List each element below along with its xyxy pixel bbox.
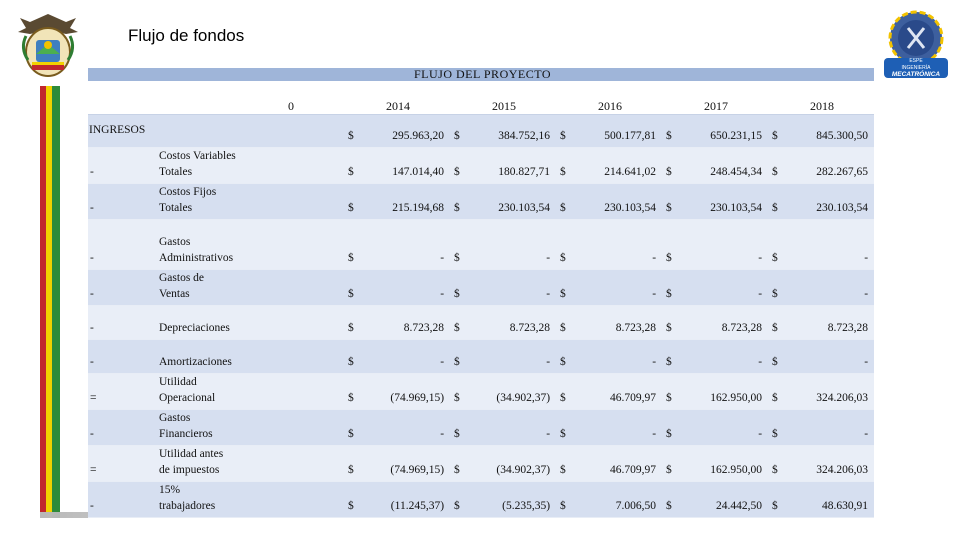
value-cell: - [576,219,662,269]
currency-symbol: $ [450,219,470,269]
value-cell: 8.723,28 [576,305,662,339]
currency-symbol: $ [556,373,576,409]
currency-symbol: $ [344,339,364,373]
currency-symbol: $ [450,445,470,481]
row-sign: - [88,219,158,269]
value-cell: - [576,409,662,445]
cash-flow-grid [88,115,874,518]
currency-symbol: $ [662,219,682,269]
currency-symbol: $ [768,409,788,445]
currency-symbol: $ [344,269,364,305]
row-label: Amortizaciones [158,339,238,373]
value-cell: - [788,339,874,373]
badge-line2: INGENIERÍA [901,65,931,71]
value-cell: 230.103,54 [788,183,874,219]
row-sign: = [88,445,158,481]
value-cell: - [470,409,556,445]
value-cell: (34.902,37) [470,373,556,409]
row-sign: - [88,147,158,183]
table-row [88,305,874,339]
year-0-cell [238,219,344,269]
value-cell: 8.723,28 [470,305,556,339]
currency-symbol: $ [556,269,576,305]
espe-mecatronica-badge-icon [880,6,952,82]
value-cell: 214.641,02 [576,147,662,183]
value-cell: - [788,269,874,305]
table-row [88,373,874,409]
row-label: Utilidad Operacional [158,373,238,409]
row-label: Depreciaciones [158,305,238,339]
currency-symbol: $ [344,183,364,219]
table-caption: FLUJO DEL PROYECTO [414,67,552,81]
value-cell: - [682,409,768,445]
value-cell: 8.723,28 [788,305,874,339]
row-label: INGRESOS [88,115,344,147]
value-cell: - [470,339,556,373]
value-cell: 7.006,50 [576,481,662,517]
value-cell: 46.709,97 [576,445,662,481]
year-header: 2015 [492,99,516,113]
value-cell: - [470,219,556,269]
university-crest-icon [10,8,86,80]
currency-symbol: $ [662,147,682,183]
year-0-cell [238,147,344,183]
table-row [88,269,874,305]
value-cell: - [470,269,556,305]
currency-symbol: $ [344,373,364,409]
currency-symbol: $ [662,373,682,409]
currency-symbol: $ [768,219,788,269]
currency-symbol: $ [556,115,576,147]
value-cell: 8.723,28 [364,305,450,339]
row-sign: - [88,339,158,373]
value-cell: (34.902,37) [470,445,556,481]
value-cell: 384.752,16 [470,115,556,147]
year-0-cell [238,373,344,409]
row-label: Costos Variables Totales [158,147,238,183]
table-row [88,339,874,373]
currency-symbol: $ [768,115,788,147]
value-cell: - [682,219,768,269]
currency-symbol: $ [768,481,788,517]
currency-symbol: $ [556,339,576,373]
currency-symbol: $ [662,305,682,339]
slide-title: Flujo de fondos [128,26,245,45]
year-header: 0 [288,99,294,113]
value-cell: - [788,409,874,445]
currency-symbol: $ [768,305,788,339]
currency-symbol: $ [556,219,576,269]
currency-symbol: $ [662,269,682,305]
year-header: 2016 [598,99,622,113]
table-row [88,409,874,445]
currency-symbol: $ [450,339,470,373]
currency-symbol: $ [768,445,788,481]
table-row [88,219,874,269]
currency-symbol: $ [450,183,470,219]
currency-symbol: $ [768,339,788,373]
value-cell: 8.723,28 [682,305,768,339]
year-0-cell [238,339,344,373]
value-cell: - [788,219,874,269]
currency-symbol: $ [344,445,364,481]
currency-symbol: $ [768,183,788,219]
currency-symbol: $ [344,409,364,445]
value-cell: (74.969,15) [364,445,450,481]
row-sign: - [88,409,158,445]
currency-symbol: $ [344,219,364,269]
currency-symbol: $ [450,305,470,339]
currency-symbol: $ [450,409,470,445]
value-cell: 324.206,03 [788,445,874,481]
value-cell: - [682,269,768,305]
value-cell: 295.963,20 [364,115,450,147]
year-0-cell [238,409,344,445]
year-0-cell [238,445,344,481]
value-cell: 180.827,71 [470,147,556,183]
table-row [88,183,874,219]
currency-symbol: $ [662,183,682,219]
value-cell: - [364,409,450,445]
value-cell: 230.103,54 [576,183,662,219]
table-row [88,115,874,147]
currency-symbol: $ [450,373,470,409]
value-cell: (74.969,15) [364,373,450,409]
row-label: 15% trabajadores [158,481,238,517]
year-header: 2018 [810,99,834,113]
row-label: Utilidad antes de impuestos [158,445,238,481]
row-sign: - [88,305,158,339]
row-sign: = [88,373,158,409]
currency-symbol: $ [344,481,364,517]
value-cell: - [576,269,662,305]
value-cell: 215.194,68 [364,183,450,219]
table-row [88,147,874,183]
row-label: Gastos Administrativos [158,219,238,269]
year-0-cell [238,269,344,305]
currency-symbol: $ [450,481,470,517]
currency-symbol: $ [768,269,788,305]
value-cell: - [364,339,450,373]
row-label: Gastos Financieros [158,409,238,445]
row-sign: - [88,481,158,517]
value-cell: 845.300,50 [788,115,874,147]
currency-symbol: $ [344,305,364,339]
currency-symbol: $ [662,445,682,481]
currency-symbol: $ [556,147,576,183]
year-header-row [88,81,874,115]
currency-symbol: $ [344,115,364,147]
badge-line3: MECATRÓNICA [891,71,941,78]
currency-symbol: $ [662,115,682,147]
currency-symbol: $ [556,445,576,481]
value-cell: 24.442,50 [682,481,768,517]
table-row [88,481,874,517]
value-cell: 230.103,54 [682,183,768,219]
badge-line1: ESPE [909,58,923,64]
row-sign: - [88,183,158,219]
row-label: Costos Fijos Totales [158,183,238,219]
currency-symbol: $ [556,481,576,517]
value-cell: 162.950,00 [682,445,768,481]
year-header: 2017 [704,99,728,113]
currency-symbol: $ [556,409,576,445]
currency-symbol: $ [450,147,470,183]
currency-symbol: $ [450,269,470,305]
year-0-cell [238,481,344,517]
value-cell: 650.231,15 [682,115,768,147]
currency-symbol: $ [768,147,788,183]
year-0-cell [238,183,344,219]
currency-symbol: $ [768,373,788,409]
value-cell: (5.235,35) [470,481,556,517]
value-cell: 282.267,65 [788,147,874,183]
value-cell: - [682,339,768,373]
value-cell: 46.709,97 [576,373,662,409]
year-0-cell [238,305,344,339]
value-cell: 248.454,34 [682,147,768,183]
currency-symbol: $ [662,339,682,373]
currency-symbol: $ [450,115,470,147]
row-sign: - [88,269,158,305]
value-cell: - [364,269,450,305]
value-cell: 324.206,03 [788,373,874,409]
value-cell: 500.177,81 [576,115,662,147]
currency-symbol: $ [556,305,576,339]
currency-symbol: $ [344,147,364,183]
value-cell: - [364,219,450,269]
currency-symbol: $ [662,409,682,445]
decorative-flag-bar [40,86,62,518]
value-cell: 230.103,54 [470,183,556,219]
value-cell: 48.630,91 [788,481,874,517]
value-cell: 147.014,40 [364,147,450,183]
value-cell: 162.950,00 [682,373,768,409]
currency-symbol: $ [662,481,682,517]
cash-flow-table [88,68,874,518]
currency-symbol: $ [556,183,576,219]
table-row [88,445,874,481]
value-cell: - [576,339,662,373]
table-caption-band [88,68,874,81]
value-cell: (11.245,37) [364,481,450,517]
row-label: Gastos de Ventas [158,269,238,305]
year-header: 2014 [386,99,410,113]
